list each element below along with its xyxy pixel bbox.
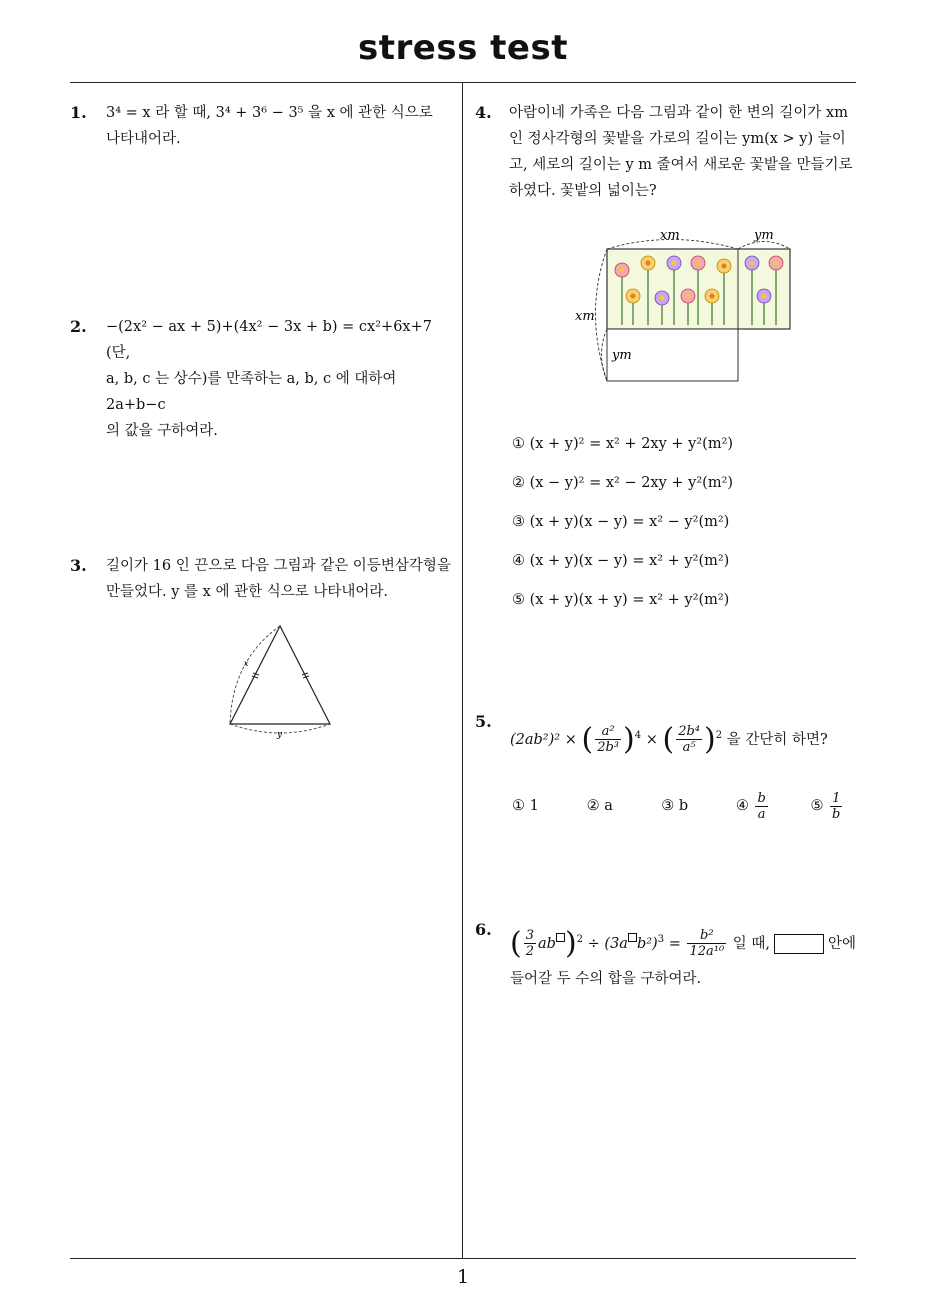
choice-2[interactable]: ② a [586, 798, 613, 814]
choice-2[interactable]: ② (x − y)² = x² − 2xy + y²(m²) [512, 475, 734, 491]
problem-6-number: 6. [475, 920, 492, 939]
problem-text: 나타내어라. [106, 131, 181, 147]
problem-5-expression: (2ab²)² × ( $\frac{\text{a²}}{\text{2b³}}$ )$^4$ × ( $\frac{\text{2b⁴}}{\text{a⁵}}$ )$^2$ 을 간단히 하면? [510, 721, 828, 757]
choice-5[interactable]: ⑤ (x + y)(x + y) = x² + y²(m²) [512, 592, 730, 608]
isosceles-triangle-figure [222, 620, 338, 742]
column-divider [462, 83, 463, 1258]
problem-text: 3⁴ = x 라 할 때, 3⁴ + 3⁶ − 3⁵ 을 x 에 관한 식으로 [106, 105, 433, 121]
problem-text: 길이가 16 인 끈으로 다음 그림과 같은 이등변삼각형을 [106, 558, 451, 574]
problem-number: 2. [70, 317, 87, 336]
problem-text: 고, 세로의 길이는 y m 줄여서 새로운 꽃밭을 만들기로 [509, 157, 853, 173]
problem-number: 4. [475, 103, 492, 122]
problem-text: 아람이네 가족은 다음 그림과 같이 한 변의 길이가 xm [509, 105, 848, 121]
garden-left-label-x: xm [575, 309, 595, 324]
problem-6-text: 들어갈 두 수의 합을 구하여라. [510, 971, 702, 987]
choice-4[interactable]: ④ $\frac{b}{a}$ [735, 790, 766, 822]
problem-text: 만들었다. y 를 x 에 관한 식으로 나타내어라. [106, 584, 388, 600]
problem-text: 하였다. 꽃밭의 넓이는? [509, 183, 657, 199]
garden-top-label-y: ym [754, 228, 774, 243]
choice-1[interactable]: ① (x + y)² = x² + 2xy + y²(m²) [512, 436, 734, 452]
page-title: stress test [358, 28, 568, 68]
page-number: 1 [456, 1266, 470, 1288]
answer-blank-box [774, 934, 824, 954]
triangle-side-label-x: x [244, 659, 249, 668]
problem-text: −(2x² − ax + 5)+(4x² − 3x + b) = cx²+6x+7 (단, [106, 319, 432, 361]
choice-3[interactable]: ③ b [661, 798, 689, 814]
garden-top-label-x: xm [660, 228, 680, 243]
choice-3[interactable]: ③ (x + y)(x − y) = x² − y²(m²) [512, 514, 730, 530]
choice-1[interactable]: ① 1 [512, 798, 539, 814]
problem-number: 1. [70, 103, 87, 122]
flower-garden-figure [570, 222, 800, 387]
garden-left-label-y: ym [612, 348, 632, 363]
choice-4[interactable]: ④ (x + y)(x − y) = x² + y²(m²) [512, 553, 730, 569]
triangle-base-label-y: y [277, 730, 283, 740]
problem-5-number: 5. [475, 712, 492, 731]
bottom-rule [70, 1258, 856, 1259]
problem-text: 인 정사각형의 꽃밭을 가로의 길이는 ym(x > y) 늘이 [509, 131, 846, 147]
problem-5-choices [512, 788, 852, 824]
problem-6-expression: ( $\frac{3}{2}$ ab )$^2$ ÷ (3a b²)$^3$ = $\frac{\text{b²}}{\text{12a¹⁰}}$ 일 때, 안에 [510, 925, 857, 961]
choice-5[interactable]: ⑤ $\frac{1}{b}$ [810, 790, 841, 822]
problem-number: 3. [70, 556, 87, 575]
problem-4-choices [512, 425, 852, 620]
problem-text: a, b, c 는 상수)를 만족하는 a, b, c 에 대하여 2a+b−c [106, 371, 397, 413]
problem-text: 의 값을 구하여라. [106, 423, 218, 439]
top-rule [70, 82, 856, 83]
